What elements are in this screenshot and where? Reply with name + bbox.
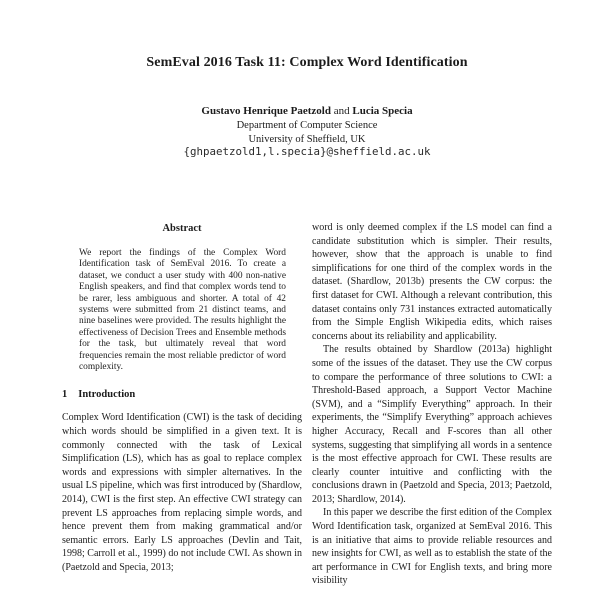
section-1-heading [62,389,302,400]
section-1-number: 1 [62,389,68,401]
right-column-paragraph-2: The results obtained by Shardlow (2013a) highlight some of the issues of the dataset. They use the CW corpus to compare the performance of three solutions to CWI: a Threshold-Based approach, a Support Vector Machine (SVM), and a “Simplify Everything” approach. In their experiments, the “Simplify Everything” approach achieves higher Accuracy, Recall and F-scores than all other systems, suggesting that simplifying all words in a sentence is the most effective approach for CWI. These results are clearly counter intuitive and conflicting with the conclusions drawn in (Paetzold and Specia, 2013; Paetzold, 2013; Shardlow, 2014). [312,344,552,505]
right-column-paragraph-1: word is only deemed complex if the LS model can find a candidate substitution which is simpler. Their results, however, show that the approach is unable to find simplifications for one third of the complex words in the dataset. (Shardlow, 2013b) presents the CW corpus: the first dataset for CWI. Although a relevant contribution, this dataset contains only 731 instances extracted automatically from the Simple English Wikipedia edits, which raises concerns about its reliability and applicability. [312,222,552,342]
paper-title: SemEval 2016 Task 11: Complex Word Identification [146,55,468,70]
affiliation-university: University of Sheffield, UK [248,133,366,145]
right-column-paragraph-3: In this paper we describe the first edition of the Complex Word Identification task, organized at SemEval 2016. This is an initiative that aims to provide reliable resources and new insights for CWI, as well as to establish the state of the art performance in CWI for English texts, and bring more visibility [312,507,552,587]
author-name-1: Gustavo Henrique Paetzold [201,105,331,117]
author-line [62,105,552,117]
section-1-title: Introduction [78,389,136,401]
left-column [62,221,302,600]
affiliation-department: Department of Computer Science [236,120,378,131]
right-column [312,221,552,600]
affiliation-email: {ghpaetzold1,l.specia}@sheffield.ac.uk [183,145,431,158]
abstract-text: We report the findings of the Complex Word Identification task of SemEval 2016. To create a dataset, we conduct a user study with 400 non-native English speakers, and find that complex words tend to be rarer, less ambiguous and shorter. A total of 42 systems were submitted from 21 distinct teams, and nine baselines were provided. The results highlight the effectiveness of Decision Trees and Ensemble methods for the task, but ultimately reveal that word frequencies remain the most reliable predictor of word complexity. [79,248,286,373]
author-name-2: Lucia Specia [352,105,413,117]
author-conjunction: and [333,105,350,117]
intro-paragraph-1: Complex Word Identification (CWI) is the task of deciding which words should be simplified in a given text. It is commonly connected with the task of Lexical Simplification (LS), which has as goal to replace complex words and expressions with simpler alternatives. In the usual LS pipeline, which was first introduced by (Shardlow, 2014), CWI is the first step. An effective CWI strategy can prevent LS approaches from replacing simple words, and hence prevent them from making grammatical and/or semantic errors. Early LS approaches (Devlin and Tait, 1998; Carroll et al., 1999) do not include CWI. As shown in (Paetzold and Specia, 2013; [62,412,302,573]
abstract-heading: Abstract [162,223,202,234]
